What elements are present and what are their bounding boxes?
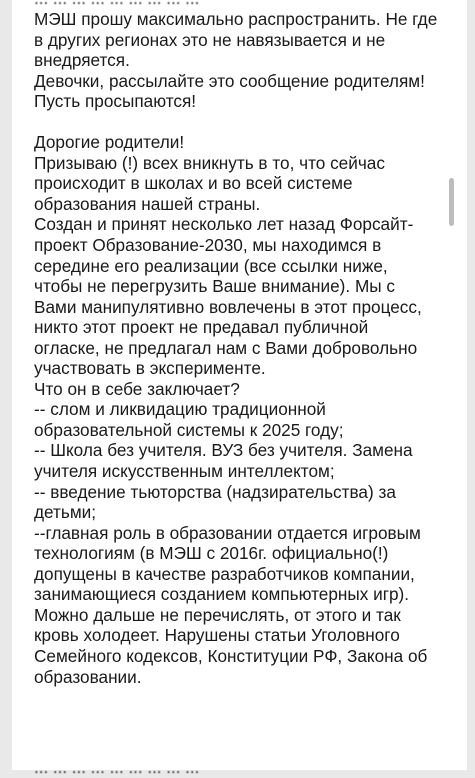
cut-off-line-top [34, 0, 199, 9]
message-card [12, 0, 467, 777]
message-text: МЭШ прошу максимально распространить. Не где в других регионах это не навязывается и не внедряется. Девочки, рассылайте это сообщение родителям! Пусть просыпаются! Дорогие родители! Призываю (!) всех вникнуть в то, что сейчас происходит в школах и во всей системе образования нашей страны. Создан и принят несколько лет назад Форсайт- проект Образование-2030, мы находимся в середине его реализации (все ссылки ниже, чтобы не перегрузить Ваше внимание). Мы с Вами манипулятивно вовлечены в этот процесс, никто этот проект не предавал публичной огласке, не предлагал нам с Вами добровольно участвовать в эксперименте. Что он в себе заключает? -- слом и ликвидацию традиционной образовательной системы к 2025 году; -- Школа без учителя. ВУЗ без учителя. Замена учителя искусственным интеллектом; -- введение тьюторства (надзирательства) за детьми; --главная роль в образовании отдается игровым технологиям (в МЭШ с 2016г. официально(!) допущены в качестве разработчиков компании, занимающиеся созданием компьютерных игр). Можно дальше не перечислять, от этого и так кровь холодеет. Нарушены статьи Уголовного Семейного кодексов, Конституции РФ, Закона об образовании. [34, 9, 438, 687]
cut-off-line-bottom: ... ... ... ... ... ... ... ... ... [34, 758, 200, 777]
scrollbar-thumb[interactable] [449, 178, 454, 226]
page-edge [467, 0, 475, 770]
